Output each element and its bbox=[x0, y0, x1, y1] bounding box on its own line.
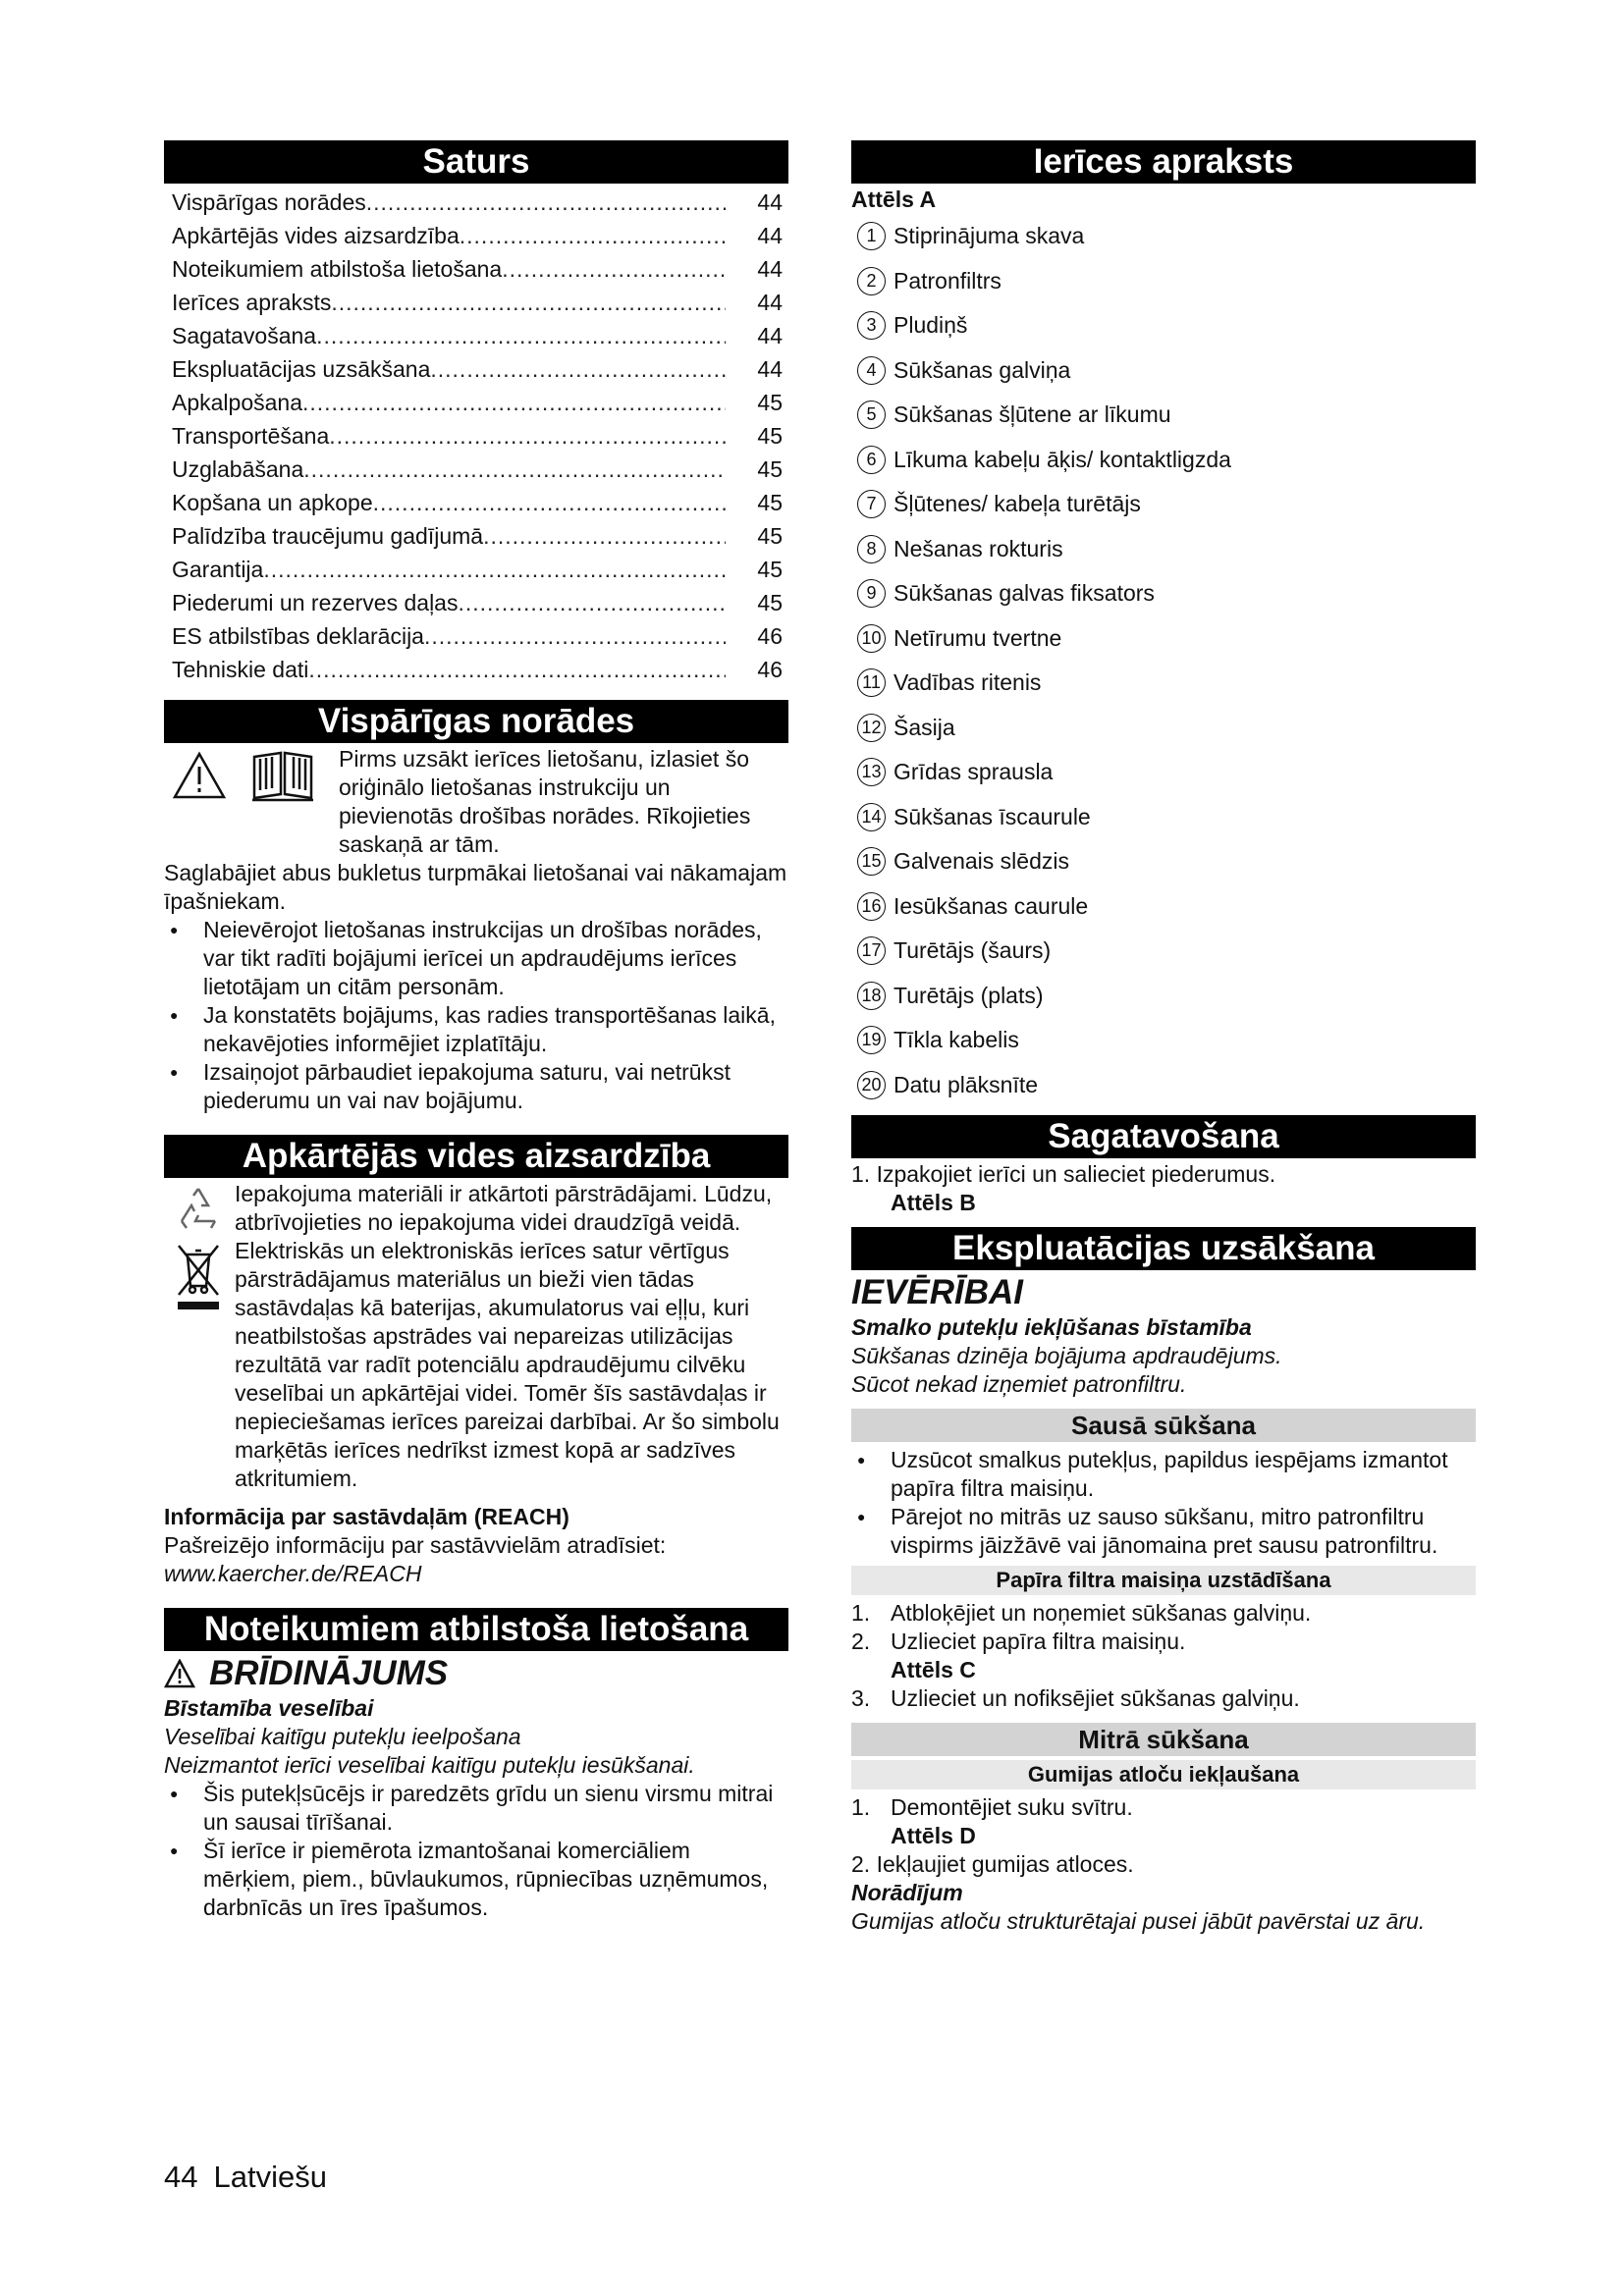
part-item bbox=[851, 214, 1476, 259]
wet-figure: Attēls D bbox=[891, 1823, 976, 1848]
toc-item-page: 46 bbox=[757, 657, 783, 682]
part-label: Grīdas sprausla bbox=[893, 759, 1054, 785]
warning-line-1: Veselībai kaitīgu putekļu ieelpošana bbox=[164, 1724, 521, 1749]
toc-item-title: ES atbilstības deklarācija bbox=[172, 623, 424, 649]
toc-item-page: 45 bbox=[757, 390, 783, 415]
environment-heading: Apkārtējās vides aizsardzība bbox=[164, 1135, 788, 1178]
part-label: Sūkšanas šļūtene ar līkumu bbox=[893, 401, 1171, 428]
part-label: Datu plāksnīte bbox=[893, 1071, 1039, 1097]
toc-item bbox=[164, 653, 788, 686]
part-number-badge: 1 bbox=[857, 222, 886, 250]
part-item bbox=[851, 795, 1476, 840]
warning-title: BRĪDINĀJUMS bbox=[209, 1654, 449, 1692]
recycle-icon bbox=[174, 1184, 223, 1233]
manual-book-icon bbox=[250, 747, 315, 804]
toc-leader-dots bbox=[502, 252, 726, 286]
intended-bullet-1: ● Šis putekļsūcējs ir paredzēts grīdu un sienu virsmu mitrai un sausai tīrīšanai. bbox=[164, 1780, 788, 1837]
toc-item-page: 45 bbox=[757, 456, 783, 482]
toc-item bbox=[164, 519, 788, 553]
toc-item-title: Sagatavošana bbox=[172, 323, 317, 348]
wet-heading: Mitrā sūkšana bbox=[851, 1723, 1476, 1756]
toc-item bbox=[164, 252, 788, 286]
toc-leader-dots bbox=[458, 586, 726, 619]
toc-item bbox=[164, 352, 788, 386]
toc-leader-dots bbox=[424, 619, 726, 653]
part-item bbox=[851, 527, 1476, 572]
toc-leader-dots bbox=[308, 653, 726, 686]
wet-step-2: 2. Iekļaujiet gumijas atloces. bbox=[851, 1851, 1134, 1877]
part-item bbox=[851, 348, 1476, 394]
toc-item-title: Noteikumiem atbilstoša lietošana bbox=[172, 256, 503, 282]
toc-leader-dots bbox=[302, 386, 726, 419]
toc-item bbox=[164, 286, 788, 319]
general-bullet-2: ● Ja konstatēts bojājums, kas radies transportēšanas laikā, nekavējoties informējiet izplatītāju. bbox=[164, 1001, 788, 1058]
part-label: Šasija bbox=[893, 714, 955, 740]
part-label: Līkuma kabeļu āķis/ kontaktligzda bbox=[893, 446, 1231, 472]
part-number-badge: 9 bbox=[857, 579, 886, 608]
part-item bbox=[851, 259, 1476, 304]
toc-item-title: Kopšana un apkope bbox=[172, 490, 373, 515]
device-heading: Ierīces apraksts bbox=[851, 140, 1476, 184]
part-number-badge: 11 bbox=[857, 668, 886, 697]
toc-item bbox=[164, 486, 788, 519]
part-label: Turētājs (plats) bbox=[893, 982, 1044, 1008]
part-number-badge: 7 bbox=[857, 490, 886, 518]
toc-item-title: Ierīces apraksts bbox=[172, 290, 332, 315]
parts-list bbox=[851, 214, 1476, 1107]
dry-bullet-2: ● Pārejot no mitrās uz sauso sūkšanu, mitro patronfiltru vispirms jāizžāvē vai jānomaina pret sausu patronfiltru. bbox=[851, 1503, 1476, 1560]
toc-item bbox=[164, 453, 788, 486]
part-label: Iesūkšanas caurule bbox=[893, 892, 1089, 919]
general-bullet-3: ● Izsaiņojot pārbaudiet iepakojuma saturu, vai netrūkst piederumu un vai nav bojājumu. bbox=[164, 1058, 788, 1115]
wet-step-1: 1. Demontējiet suku svītru. bbox=[851, 1794, 1133, 1820]
paper-figure: Attēls C bbox=[891, 1657, 976, 1682]
warning-subtitle: Bīstamība veselībai bbox=[164, 1695, 374, 1721]
part-number-badge: 2 bbox=[857, 267, 886, 295]
startup-heading: Ekspluatācijas uzsākšana bbox=[851, 1227, 1476, 1270]
part-label: Netīrumu tvertne bbox=[893, 624, 1062, 651]
toc-item-title: Ekspluatācijas uzsākšana bbox=[172, 356, 431, 382]
intended-use-heading: Noteikumiem atbilstoša lietošana bbox=[164, 1608, 788, 1651]
general-intro-block bbox=[164, 745, 788, 859]
part-label: Nešanas rokturis bbox=[893, 535, 1063, 561]
page-footer bbox=[164, 2160, 343, 2195]
part-label: Turētājs (šaurs) bbox=[893, 937, 1052, 964]
part-number-badge: 3 bbox=[857, 311, 886, 340]
part-item bbox=[851, 571, 1476, 616]
paper-step-2-text: Uzlieciet papīra filtra maisiņu. bbox=[891, 1629, 1186, 1654]
wet-step-1-text: Demontējiet suku svītru. bbox=[891, 1794, 1133, 1820]
general-intro: Pirms uzsākt ierīces lietošanu, izlasiet šo oriģinālo lietošanas instrukciju un pievienotās drošības norādes. Rīkojieties saskaņā ar tām. bbox=[339, 746, 751, 857]
toc-item bbox=[164, 186, 788, 219]
wet-note-title: Norādījum bbox=[851, 1880, 963, 1905]
toc-item-title: Uzglabāšana bbox=[172, 456, 304, 482]
part-number-badge: 4 bbox=[857, 356, 886, 385]
toc-item-page: 45 bbox=[757, 590, 783, 615]
toc-item-page: 45 bbox=[757, 523, 783, 549]
paper-step-3-text: Uzlieciet un nofiksējiet sūkšanas galviņu. bbox=[891, 1685, 1300, 1711]
toc-leader-dots bbox=[303, 453, 726, 486]
warning-triangle-icon bbox=[164, 1659, 195, 1688]
preparation-figure: Attēls B bbox=[891, 1190, 976, 1215]
toc-item-page: 44 bbox=[757, 323, 783, 348]
toc-item bbox=[164, 386, 788, 419]
toc-item-title: Apkārtējās vides aizsardzība bbox=[172, 223, 460, 248]
toc-item-page: 44 bbox=[757, 356, 783, 382]
warning-triangle-icon bbox=[172, 751, 227, 800]
part-item bbox=[851, 661, 1476, 706]
toc-item-title: Palīdzība traucējumu gadījumā bbox=[172, 523, 484, 549]
reach-title: Informācija par sastāvdaļām (REACH) bbox=[164, 1504, 569, 1529]
dry-heading: Sausā sūkšana bbox=[851, 1409, 1476, 1442]
toc-item-title: Vispārīgas norādes bbox=[172, 189, 366, 215]
part-number-badge: 18 bbox=[857, 982, 886, 1010]
toc-item-title: Garantija bbox=[172, 557, 264, 582]
page-number: 44 bbox=[164, 2160, 198, 2194]
part-number-badge: 5 bbox=[857, 400, 886, 429]
wet-subheading: Gumijas atloču iekļaušana bbox=[851, 1760, 1476, 1789]
notice-line-2: Sūcot nekad izņemiet patronfiltru. bbox=[851, 1371, 1187, 1397]
toc-item-title: Apkalpošana bbox=[172, 390, 302, 415]
toc-item bbox=[164, 586, 788, 619]
part-label: Galvenais slēdzis bbox=[893, 848, 1069, 875]
left-column bbox=[164, 140, 788, 1922]
paper-step-2: 2. Uzlieciet papīra filtra maisiņu. bbox=[851, 1629, 1186, 1654]
part-label: Sūkšanas īscaurule bbox=[893, 803, 1091, 829]
weee-bin-icon bbox=[174, 1241, 223, 1311]
toc-item-title: Tehniskie dati bbox=[172, 657, 309, 682]
toc-list bbox=[164, 186, 788, 686]
part-number-badge: 16 bbox=[857, 892, 886, 921]
toc-item-title: Transportēšana bbox=[172, 423, 330, 449]
part-number-badge: 19 bbox=[857, 1026, 886, 1054]
general-bullet-1: ● Neievērojot lietošanas instrukcijas un drošības norādes, var tikt radīti bojājumi ierīcei un apdraudējums ierīces lietotājam un citām personām. bbox=[164, 916, 788, 1001]
part-number-badge: 10 bbox=[857, 624, 886, 653]
part-number-badge: 20 bbox=[857, 1071, 886, 1099]
toc-item-page: 46 bbox=[757, 623, 783, 649]
toc-leader-dots bbox=[460, 219, 726, 252]
toc-item-page: 45 bbox=[757, 557, 783, 582]
part-number-badge: 8 bbox=[857, 535, 886, 563]
toc-item bbox=[164, 219, 788, 252]
toc-item bbox=[164, 319, 788, 352]
toc-leader-dots bbox=[316, 319, 726, 352]
toc-item-page: 44 bbox=[757, 290, 783, 315]
part-label: Sūkšanas galvas fiksators bbox=[893, 580, 1155, 607]
preparation-step-1: 1. Izpakojiet ierīci un salieciet piederumus. bbox=[851, 1161, 1276, 1187]
env-packaging-block bbox=[164, 1180, 788, 1237]
toc-leader-dots bbox=[366, 186, 726, 219]
paper-step-1: 1. Atbloķējiet un noņemiet sūkšanas galviņu. bbox=[851, 1600, 1312, 1626]
toc-leader-dots bbox=[430, 352, 726, 386]
part-number-badge: 12 bbox=[857, 714, 886, 742]
wet-note: Gumijas atloču strukturētajai pusei jābūt pavērstai uz āru. bbox=[851, 1908, 1426, 1934]
part-item bbox=[851, 482, 1476, 527]
part-item bbox=[851, 929, 1476, 974]
warning-title-row bbox=[164, 1653, 788, 1694]
part-item bbox=[851, 438, 1476, 483]
toc-leader-dots bbox=[329, 419, 726, 453]
part-item bbox=[851, 750, 1476, 795]
toc-leader-dots bbox=[483, 519, 726, 553]
part-number-badge: 13 bbox=[857, 758, 886, 786]
toc-item-page: 45 bbox=[757, 423, 783, 449]
notice-subtitle: Smalko putekļu iekļūšanas bīstamība bbox=[851, 1314, 1252, 1340]
paper-step-1-text: Atbloķējiet un noņemiet sūkšanas galviņu. bbox=[891, 1600, 1312, 1626]
notice-title: IEVĒRĪBAI bbox=[851, 1273, 1024, 1311]
toc-leader-dots bbox=[263, 553, 726, 586]
part-label: Stiprinājuma skava bbox=[893, 223, 1085, 249]
part-number-badge: 17 bbox=[857, 936, 886, 965]
part-label: Šļūtenes/ kabeļa turētājs bbox=[893, 491, 1141, 517]
toc-item-page: 44 bbox=[757, 223, 783, 248]
toc-item bbox=[164, 553, 788, 586]
toc-item-page: 45 bbox=[757, 490, 783, 515]
reach-url: www.kaercher.de/REACH bbox=[164, 1561, 422, 1586]
part-label: Sūkšanas galviņa bbox=[893, 356, 1071, 383]
part-label: Vadības ritenis bbox=[893, 669, 1042, 696]
toc-item-page: 44 bbox=[757, 256, 783, 282]
toc-leader-dots bbox=[373, 486, 726, 519]
toc-leader-dots bbox=[331, 286, 726, 319]
reach-text: Pašreizējo informāciju par sastāvvielām atradīsiet: bbox=[164, 1532, 667, 1558]
env-electrical-block bbox=[164, 1237, 788, 1493]
part-item bbox=[851, 303, 1476, 348]
notice-line-1: Sūkšanas dzinēja bojājuma apdraudējums. bbox=[851, 1343, 1282, 1368]
toc-item-title: Piederumi un rezerves daļas bbox=[172, 590, 459, 615]
part-number-badge: 14 bbox=[857, 803, 886, 831]
part-label: Pludiņš bbox=[893, 312, 968, 339]
part-item bbox=[851, 884, 1476, 930]
paper-step-3: 3. Uzlieciet un nofiksējiet sūkšanas galviņu. bbox=[851, 1685, 1300, 1711]
toc-heading: Saturs bbox=[164, 140, 788, 184]
env-electrical-text: Elektriskās un elektroniskās ierīces satur vērtīgus pārstrādājamus materiālus un bieži vien tādas sastāvdaļas kā baterijas, akumulatorus vai eļļu, kuri neatbilstošas apstrādes vai nepareizas utilizācijas rezultātā var radīt potenciālu apdraudējumu cilvēku veselībai un apkārtējai videi. Tomēr šīs sastāvdaļas ir nepieciešamas ierīces pareizai darbībai. Ar šo simbolu marķētās ierīces nedrīkst izmest kopā ar sadzīves atkritumiem. bbox=[235, 1238, 780, 1491]
toc-item bbox=[164, 419, 788, 453]
part-item bbox=[851, 839, 1476, 884]
part-item bbox=[851, 616, 1476, 662]
intended-bullet-2: ● Šī ierīce ir piemērota izmantošanai komerciāliem mērķiem, piem., būvlaukumos, rūpniecības uzņēmumos, darbnīcās un īres īpašumos. bbox=[164, 1837, 788, 1922]
right-column bbox=[851, 140, 1476, 1936]
footer-language: Latviešu bbox=[213, 2160, 327, 2194]
part-label: Patronfiltrs bbox=[893, 267, 1001, 294]
device-figure: Attēls A bbox=[851, 187, 937, 212]
general-keep: Saglabājiet abus bukletus turpmākai lietošanai vai nākamajam īpašniekam. bbox=[164, 860, 787, 914]
part-label: Tīkla kabelis bbox=[893, 1027, 1019, 1053]
env-packaging-text: Iepakojuma materiāli ir atkārtoti pārstrādājami. Lūdzu, atbrīvojieties no iepakojuma videi draudzīgā veidā. bbox=[235, 1181, 773, 1235]
toc-item-page: 44 bbox=[757, 189, 783, 215]
warning-line-2: Neizmantot ierīci veselībai kaitīgu putekļu iesūkšanai. bbox=[164, 1752, 695, 1778]
general-heading: Vispārīgas norādes bbox=[164, 700, 788, 743]
paper-heading: Papīra filtra maisiņa uzstādīšana bbox=[851, 1566, 1476, 1595]
toc-item bbox=[164, 619, 788, 653]
part-item bbox=[851, 393, 1476, 438]
dry-bullet-1: ● Uzsūcot smalkus putekļus, papildus iespējams izmantot papīra filtra maisiņu. bbox=[851, 1446, 1476, 1503]
preparation-heading: Sagatavošana bbox=[851, 1115, 1476, 1158]
part-item bbox=[851, 1063, 1476, 1108]
part-item bbox=[851, 1018, 1476, 1063]
part-number-badge: 15 bbox=[857, 847, 886, 876]
part-number-badge: 6 bbox=[857, 446, 886, 474]
part-item bbox=[851, 706, 1476, 751]
part-item bbox=[851, 974, 1476, 1019]
